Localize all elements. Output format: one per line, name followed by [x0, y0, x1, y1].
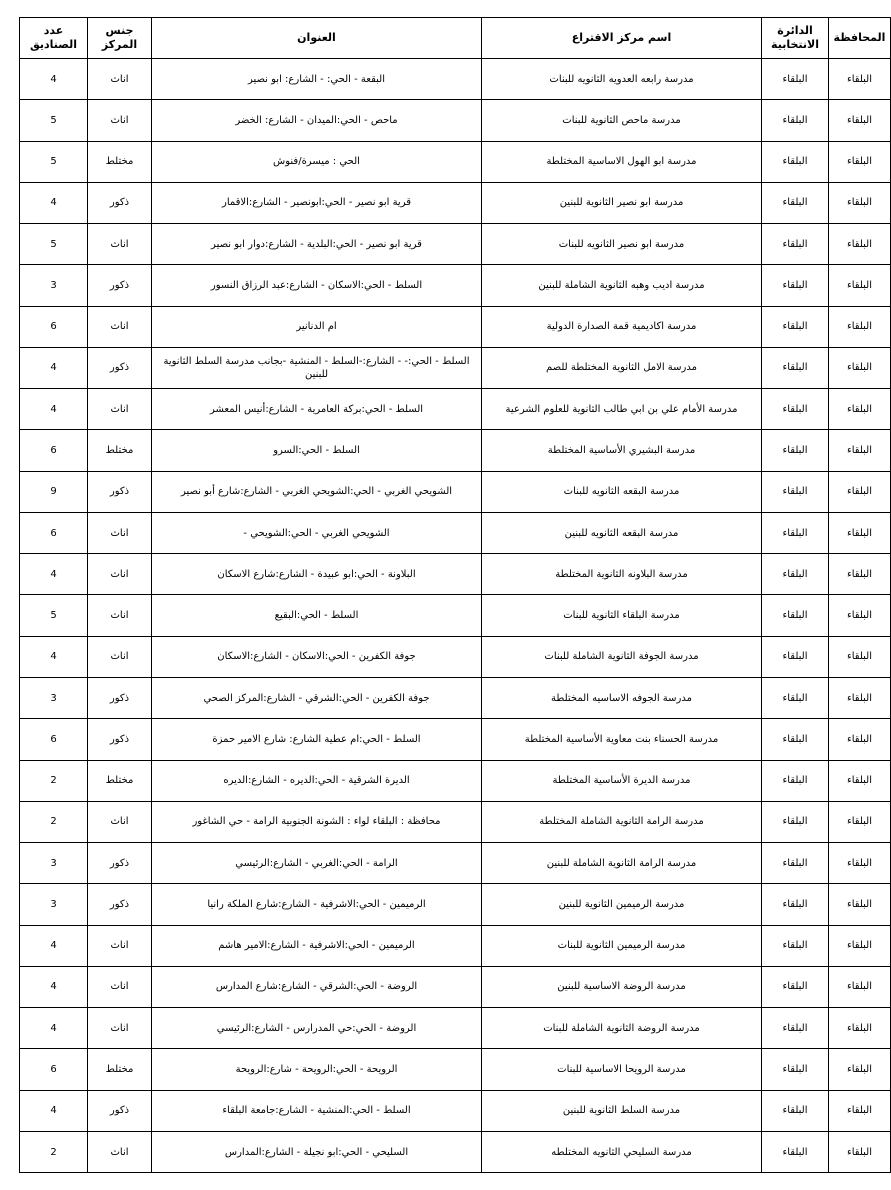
cell-box-count: 5 [20, 224, 88, 265]
cell-governorate: البلقاء [829, 554, 891, 595]
cell-center-name: مدرسة الرميمين الثانوية للبنين [482, 884, 762, 925]
cell-address: السلط - الحي:السرو [152, 430, 482, 471]
cell-address: محافظة : البلقاء لواء : الشونة الجنوبية الرامة - حي الشاغور [152, 801, 482, 842]
table-row [20, 512, 891, 553]
cell-center-name: مدرسة الرويحا الاساسية للبنات [482, 1049, 762, 1090]
cell-center-gender: مختلط [88, 1049, 152, 1090]
cell-box-count: 5 [20, 595, 88, 636]
cell-address: السلط - الحي:الاسكان - الشارع:عبد الرزاق النسور [152, 265, 482, 306]
cell-district: البلقاء [762, 554, 829, 595]
cell-box-count: 2 [20, 1131, 88, 1172]
cell-center-name: مدرسة الرميمين الثانوية للبنات [482, 925, 762, 966]
cell-box-count: 3 [20, 677, 88, 718]
cell-center-gender: اناث [88, 389, 152, 430]
cell-governorate: البلقاء [829, 59, 891, 100]
cell-center-gender: اناث [88, 100, 152, 141]
table-row [20, 265, 891, 306]
cell-center-gender: اناث [88, 966, 152, 1007]
cell-district: البلقاء [762, 925, 829, 966]
cell-box-count: 3 [20, 843, 88, 884]
cell-center-name: مدرسة رابعه العدويه الثانويه للبنات [482, 59, 762, 100]
cell-box-count: 5 [20, 100, 88, 141]
cell-box-count: 6 [20, 719, 88, 760]
cell-center-name: مدرسة اكاديمية قمة الصدارة الدولية [482, 306, 762, 347]
cell-address: السلط - الحي:- - الشارع:-السلط - المنشية -بجانب مدرسة السلط الثانوية للبنين [152, 347, 482, 388]
cell-center-gender: مختلط [88, 760, 152, 801]
cell-center-name: مدرسة الديرة الأساسية المختلطة [482, 760, 762, 801]
cell-district: البلقاء [762, 1049, 829, 1090]
cell-address: الرميمين - الحي:الاشرفية - الشارع:شارع الملكة رانيا [152, 884, 482, 925]
cell-center-name: مدرسة البقعه الثانويه للبنات [482, 471, 762, 512]
cell-governorate: البلقاء [829, 1049, 891, 1090]
table-row [20, 1008, 891, 1049]
cell-center-gender: ذكور [88, 884, 152, 925]
cell-center-name: مدرسة السلط الثانوية للبنين [482, 1090, 762, 1131]
table-row [20, 801, 891, 842]
cell-box-count: 3 [20, 265, 88, 306]
cell-center-gender: ذكور [88, 265, 152, 306]
table-row [20, 595, 891, 636]
cell-district: البلقاء [762, 801, 829, 842]
cell-center-name: مدرسة اديب وهبه الثانوية الشاملة للبنين [482, 265, 762, 306]
cell-box-count: 4 [20, 636, 88, 677]
cell-address: قرية ابو نصير - الحي:ابونصير - الشارع:الاقمار [152, 182, 482, 223]
table-row [20, 100, 891, 141]
cell-center-gender: ذكور [88, 719, 152, 760]
table-row [20, 1049, 891, 1090]
cell-district: البلقاء [762, 347, 829, 388]
cell-center-gender: ذكور [88, 1090, 152, 1131]
header-address: العنوان [152, 18, 482, 59]
cell-district: البلقاء [762, 389, 829, 430]
cell-governorate: البلقاء [829, 595, 891, 636]
cell-center-name: مدرسة البقعه الثانويه للبنين [482, 512, 762, 553]
cell-box-count: 5 [20, 141, 88, 182]
cell-governorate: البلقاء [829, 430, 891, 471]
cell-district: البلقاء [762, 1008, 829, 1049]
cell-district: البلقاء [762, 843, 829, 884]
cell-governorate: البلقاء [829, 760, 891, 801]
cell-address: الرامة - الحي:الغربي - الشارع:الرئيسي [152, 843, 482, 884]
cell-center-gender: اناث [88, 59, 152, 100]
table-row [20, 925, 891, 966]
cell-district: البلقاء [762, 265, 829, 306]
table-row [20, 1131, 891, 1172]
cell-governorate: البلقاء [829, 306, 891, 347]
cell-center-name: مدرسة الرامة الثانوية الشاملة المختلطة [482, 801, 762, 842]
cell-center-gender: مختلط [88, 141, 152, 182]
cell-governorate: البلقاء [829, 925, 891, 966]
table-row [20, 141, 891, 182]
cell-center-gender: اناث [88, 1131, 152, 1172]
cell-address: الروضة - الحي:الشرقي - الشارع:شارع المدارس [152, 966, 482, 1007]
cell-district: البلقاء [762, 636, 829, 677]
cell-address: الشويحي الغربي - الحي:الشويحي - [152, 512, 482, 553]
cell-address: السلط - الحي:المنشية - الشارع:جامعة البلقاء [152, 1090, 482, 1131]
cell-address: الروضة - الحي:حي المدرارس - الشارع:الرئيسي [152, 1008, 482, 1049]
cell-center-gender: ذكور [88, 182, 152, 223]
cell-center-gender: اناث [88, 801, 152, 842]
cell-governorate: البلقاء [829, 471, 891, 512]
cell-district: البلقاء [762, 966, 829, 1007]
cell-box-count: 4 [20, 554, 88, 595]
table-row [20, 182, 891, 223]
cell-center-name: مدرسة ابو نصير الثانوية للبنين [482, 182, 762, 223]
cell-center-gender: اناث [88, 512, 152, 553]
cell-district: البلقاء [762, 306, 829, 347]
cell-center-gender: اناث [88, 1008, 152, 1049]
table-row [20, 677, 891, 718]
header-district: الدائرة الانتخابية [762, 18, 829, 59]
table-row [20, 554, 891, 595]
cell-center-name: مدرسة السليحي الثانويه المختلطه [482, 1131, 762, 1172]
cell-box-count: 4 [20, 182, 88, 223]
cell-box-count: 3 [20, 884, 88, 925]
cell-center-name: مدرسة البلاونه الثانوية المختلطة [482, 554, 762, 595]
cell-district: البلقاء [762, 884, 829, 925]
cell-center-name: مدرسة الرامة الثانوية الشاملة للبنين [482, 843, 762, 884]
table-row [20, 760, 891, 801]
cell-center-name: مدرسة ابو الهول الاساسية المختلطة [482, 141, 762, 182]
cell-district: البلقاء [762, 141, 829, 182]
cell-center-gender: اناث [88, 554, 152, 595]
cell-district: البلقاء [762, 512, 829, 553]
cell-center-name: مدرسة الروضة الاساسية للبنين [482, 966, 762, 1007]
cell-governorate: البلقاء [829, 512, 891, 553]
cell-box-count: 6 [20, 1049, 88, 1090]
cell-address: الرميمين - الحي:الاشرفية - الشارع:الامير هاشم [152, 925, 482, 966]
cell-address: البلاونة - الحي:ابو عبيدة - الشارع:شارع الاسكان [152, 554, 482, 595]
cell-address: الرويحة - الحي:الرويحة - شارع:الرويحة [152, 1049, 482, 1090]
cell-box-count: 4 [20, 1008, 88, 1049]
cell-governorate: البلقاء [829, 1008, 891, 1049]
cell-center-name: مدرسة الأمام علي بن ابي طالب الثانوية للعلوم الشرعية [482, 389, 762, 430]
table-row [20, 843, 891, 884]
cell-center-name: مدرسة الحسناء بنت معاوية الأساسية المختلطة [482, 719, 762, 760]
cell-box-count: 2 [20, 760, 88, 801]
cell-governorate: البلقاء [829, 182, 891, 223]
cell-box-count: 4 [20, 966, 88, 1007]
cell-governorate: البلقاء [829, 966, 891, 1007]
cell-center-gender: اناث [88, 636, 152, 677]
cell-district: البلقاء [762, 677, 829, 718]
cell-governorate: البلقاء [829, 677, 891, 718]
header-center-gender: جنس المركز [88, 18, 152, 59]
cell-box-count: 4 [20, 925, 88, 966]
cell-governorate: البلقاء [829, 636, 891, 677]
cell-box-count: 6 [20, 430, 88, 471]
cell-center-gender: اناث [88, 925, 152, 966]
cell-box-count: 6 [20, 306, 88, 347]
cell-governorate: البلقاء [829, 801, 891, 842]
cell-address: قرية ابو نصير - الحي:البلدية - الشارع:دوار ابو نصير [152, 224, 482, 265]
cell-governorate: البلقاء [829, 100, 891, 141]
cell-governorate: البلقاء [829, 224, 891, 265]
table-row [20, 59, 891, 100]
cell-address: الشويحي الغربي - الحي:الشويحي الغربي - الشارع:شارع أبو نصير [152, 471, 482, 512]
cell-district: البلقاء [762, 182, 829, 223]
cell-governorate: البلقاء [829, 884, 891, 925]
polling-centers-table [19, 17, 891, 1173]
cell-district: البلقاء [762, 760, 829, 801]
cell-address: السليحي - الحي:ابو نجيلة - الشارع:المدارس [152, 1131, 482, 1172]
cell-governorate: البلقاء [829, 389, 891, 430]
cell-address: ماحص - الحي:الميدان - الشارع: الخضر [152, 100, 482, 141]
cell-address: السلط - الحي:البقيع [152, 595, 482, 636]
table-row [20, 966, 891, 1007]
cell-district: البلقاء [762, 719, 829, 760]
cell-address: السلط - الحي:ام عطية الشارع: شارع الامير حمزة [152, 719, 482, 760]
cell-box-count: 4 [20, 1090, 88, 1131]
cell-address: الحي : ميسرة/فنوش [152, 141, 482, 182]
table-row [20, 430, 891, 471]
cell-district: البلقاء [762, 224, 829, 265]
cell-center-name: مدرسة الجوفه الاساسيه المختلطة [482, 677, 762, 718]
cell-district: البلقاء [762, 59, 829, 100]
table-row [20, 636, 891, 677]
cell-governorate: البلقاء [829, 141, 891, 182]
cell-box-count: 2 [20, 801, 88, 842]
cell-address: ام الدنانير [152, 306, 482, 347]
cell-district: البلقاء [762, 471, 829, 512]
cell-district: البلقاء [762, 430, 829, 471]
table-header-row [20, 18, 891, 59]
cell-center-gender: ذكور [88, 347, 152, 388]
cell-center-name: مدرسة الامل الثانوية المختلطة للصم [482, 347, 762, 388]
table-row [20, 471, 891, 512]
cell-governorate: البلقاء [829, 1090, 891, 1131]
cell-box-count: 6 [20, 512, 88, 553]
table-row [20, 884, 891, 925]
table-row [20, 389, 891, 430]
cell-district: البلقاء [762, 1090, 829, 1131]
cell-center-name: مدرسة البشيري الأساسية المختلطة [482, 430, 762, 471]
cell-center-gender: اناث [88, 306, 152, 347]
cell-governorate: البلقاء [829, 347, 891, 388]
cell-center-name: مدرسة الروضة الثانوية الشاملة للبنات [482, 1008, 762, 1049]
cell-address: الديرة الشرقية - الحي:الديره - الشارع:الديره [152, 760, 482, 801]
table-row [20, 347, 891, 388]
cell-center-name: مدرسة ماحص الثانوية للبنات [482, 100, 762, 141]
cell-district: البلقاء [762, 1131, 829, 1172]
cell-center-gender: ذكور [88, 471, 152, 512]
cell-address: جوفة الكفرين - الحي:الاسكان - الشارع:الاسكان [152, 636, 482, 677]
cell-center-gender: ذكور [88, 677, 152, 718]
cell-governorate: البلقاء [829, 1131, 891, 1172]
cell-governorate: البلقاء [829, 719, 891, 760]
table-row [20, 1090, 891, 1131]
cell-address: جوفة الكفرين - الحي:الشرقي - الشارع:المركز الصحي [152, 677, 482, 718]
cell-address: البقعة - الحي: - الشارع: ابو نصير [152, 59, 482, 100]
cell-district: البلقاء [762, 100, 829, 141]
cell-district: البلقاء [762, 595, 829, 636]
table-row [20, 719, 891, 760]
cell-address: السلط - الحي:بركة العامرية - الشارع:أنيس المعشر [152, 389, 482, 430]
header-center-name: اسم مركز الاقتراع [482, 18, 762, 59]
cell-box-count: 4 [20, 389, 88, 430]
cell-center-gender: مختلط [88, 430, 152, 471]
table-row [20, 306, 891, 347]
cell-center-name: مدرسة ابو نصير الثانويه للبنات [482, 224, 762, 265]
cell-center-gender: ذكور [88, 843, 152, 884]
cell-governorate: البلقاء [829, 265, 891, 306]
table-row [20, 224, 891, 265]
cell-governorate: البلقاء [829, 843, 891, 884]
cell-center-name: مدرسة الجوفة الثانوية الشاملة للبنات [482, 636, 762, 677]
header-box-count: عدد الصناديق [20, 18, 88, 59]
cell-box-count: 4 [20, 347, 88, 388]
cell-box-count: 4 [20, 59, 88, 100]
cell-box-count: 9 [20, 471, 88, 512]
header-governorate: المحافظة [829, 18, 891, 59]
cell-center-gender: اناث [88, 595, 152, 636]
cell-center-name: مدرسة البلقاء الثانوية للبنات [482, 595, 762, 636]
cell-center-gender: اناث [88, 224, 152, 265]
